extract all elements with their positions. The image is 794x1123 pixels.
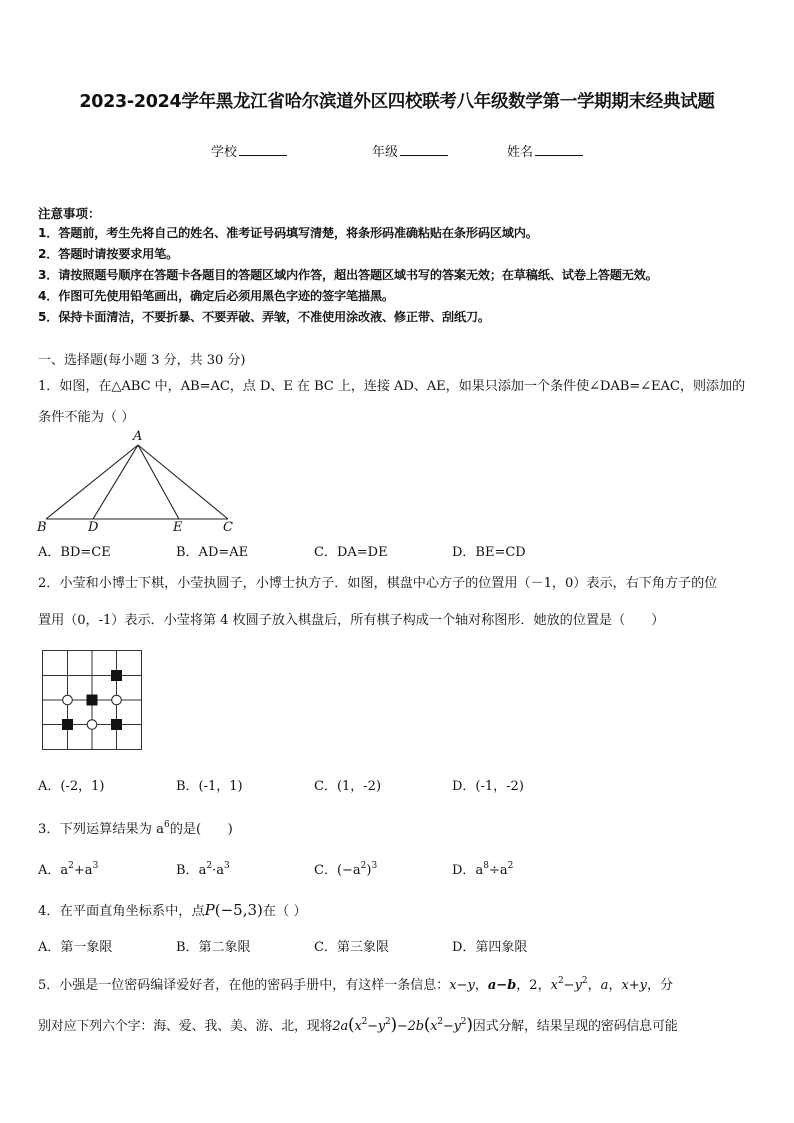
q5-term: −y	[563, 978, 582, 993]
note-item: 2．答题时请按要求用笔。	[38, 247, 179, 261]
q4-option-c[interactable]: C．第三象限	[314, 940, 389, 955]
square-piece	[62, 719, 73, 730]
note-item: 5．保持卡面清洁，不要折暴、不要弄破、弄皱，不准使用涂改液、修正带、刮纸刀。	[38, 310, 490, 324]
q5-separator: ，	[474, 978, 488, 993]
math-term: a	[499, 863, 508, 878]
q4-stem-text: 4．在平面直角坐标系中，点	[38, 904, 205, 919]
square-piece	[111, 719, 122, 730]
q5-text: ，分	[647, 978, 674, 993]
q3-stem	[38, 818, 233, 837]
q3-option-c[interactable]	[314, 859, 377, 878]
option-label: C．	[314, 863, 337, 878]
q3-option-b[interactable]	[176, 859, 230, 878]
math-term: a	[84, 863, 93, 878]
name-field[interactable]	[507, 141, 583, 160]
q1-option-d[interactable]: D．BE=CD	[452, 545, 526, 560]
q5-term: 2	[529, 978, 538, 993]
q5-expr: x	[430, 1019, 438, 1034]
label-b: B	[37, 520, 47, 535]
math-exponent: 3	[371, 861, 378, 871]
q4-option-d[interactable]: D．第四象限	[452, 940, 528, 955]
notes-heading: 注意事项：	[38, 206, 101, 221]
q3-option-a[interactable]	[38, 859, 98, 878]
q4-coords: (−5,3)	[214, 901, 263, 919]
math-exponent: 2	[557, 976, 564, 986]
name-label: 姓名	[507, 145, 534, 160]
q5-expr: −2b	[396, 1019, 424, 1034]
grade-field[interactable]	[372, 141, 448, 160]
q3-stem-exponent: 6	[163, 820, 170, 830]
q5-separator: ，	[587, 978, 601, 993]
q5-stem-line2	[38, 1015, 678, 1035]
round-piece	[112, 695, 122, 705]
math-exponent: 8	[483, 861, 489, 871]
q5-expr: x	[354, 1019, 362, 1034]
q2-option-c[interactable]: C．(1，-2)	[314, 779, 382, 794]
q4-stem	[38, 900, 307, 919]
segment-ae	[138, 445, 179, 519]
segment-ad	[93, 445, 138, 519]
round-piece	[87, 720, 97, 730]
q1-stem-line1: 1．如图，在△ABC 中，AB=AC，点 D、E 在 BC 上，连接 AD、AE，如果只添加一个条件使∠DAB=∠EAC，则添加的	[38, 379, 746, 394]
grade-blank[interactable]	[400, 143, 448, 156]
q2-stem-line2: 置用（0，-1）表示．小莹将第 4 枚圆子放入棋盘后，所有棋子构成一个轴对称图形．她放的位置是（ ）	[38, 613, 665, 628]
math-exponent: 2	[360, 861, 367, 871]
q5-paren: (	[348, 1015, 355, 1035]
q2-option-b[interactable]: B．(-1，1)	[176, 779, 243, 794]
square-piece-center	[87, 695, 98, 706]
math-exponent: 2	[581, 976, 588, 986]
math-exponent: 2	[460, 1017, 467, 1027]
math-exponent: 3	[223, 861, 230, 871]
option-label: A．	[38, 863, 61, 878]
section-heading: 一、选择题(每小题 3 分，共 30 分)	[38, 353, 246, 368]
math-exponent: 2	[507, 861, 514, 871]
math-exponent: 3	[92, 861, 99, 871]
square-piece	[111, 670, 122, 681]
q5-term: x−y	[449, 978, 475, 993]
math-term: a	[60, 863, 69, 878]
segment-ab	[46, 445, 138, 519]
name-blank[interactable]	[535, 143, 583, 156]
page-title: 2023-2024学年黑龙江省哈尔滨道外区四校联考八年级数学第一学期期末经典试题	[79, 92, 715, 112]
q5-term: a	[600, 978, 609, 993]
math-term: a	[198, 863, 207, 878]
school-label: 学校	[211, 145, 238, 160]
q3-stem-tail: 的是( )	[169, 822, 233, 837]
q5-expr: −y	[367, 1019, 385, 1034]
math-exponent: 2	[361, 1017, 368, 1027]
note-item: 1．答题前，考生先将自己的姓名、准考证号码填写清楚，将条形码准确粘贴在条形码区域内。	[38, 226, 538, 240]
q5-term: x	[550, 978, 558, 993]
school-field[interactable]	[211, 141, 287, 160]
q3-option-d[interactable]	[452, 859, 513, 878]
note-item: 4．作图可先使用铅笔画出，确定后必须用黑色字迹的签字笔描黑。	[38, 289, 394, 303]
q5-text: 5．小强是一位密码编译爱好者，在他的密码手册中，有这样一条信息：	[38, 978, 450, 993]
q2-option-a[interactable]: A．(-2，1)	[38, 779, 105, 794]
q2-option-d[interactable]: D．(-1，-2)	[452, 779, 524, 794]
q3-stem-text: 3．下列运算结果为 a	[38, 822, 164, 837]
q5-separator: ，	[608, 978, 622, 993]
math-term: a	[475, 863, 484, 878]
grade-label: 年级	[372, 145, 399, 160]
q5-paren: )	[390, 1015, 397, 1035]
math-paren: )	[366, 863, 372, 878]
q5-separator: ，	[516, 978, 530, 993]
math-exponent: 2	[206, 861, 213, 871]
math-exponent: 2	[384, 1017, 391, 1027]
q4-point: P	[204, 901, 215, 919]
q5-text: 因式分解，结果呈现的密码信息可能	[472, 1019, 678, 1034]
q5-paren: (	[423, 1015, 431, 1035]
q5-term: x+y	[621, 978, 648, 993]
q4-option-b[interactable]: B．第二象限	[176, 940, 251, 955]
q5-text: 别对应下列六个字：海、爱、我、美、游、北，现将	[38, 1019, 333, 1034]
label-c: C	[223, 520, 233, 535]
option-label: B．	[176, 863, 199, 878]
q5-term: a−b	[487, 978, 517, 993]
q4-stem-tail: 在（ ）	[262, 904, 307, 919]
q1-stem-line2: 条件不能为（ ）	[38, 410, 135, 425]
q5-separator: ，	[537, 978, 551, 993]
math-term: a	[216, 863, 224, 878]
math-exponent: 2	[437, 1017, 443, 1027]
q1-option-b[interactable]: B．AD=AE	[176, 545, 249, 560]
round-piece	[63, 695, 73, 705]
segment-ac	[138, 445, 228, 519]
label-d: D	[88, 520, 99, 535]
q2-stem-line1: 2．小莹和小博士下棋，小莹执圆子，小博士执方子．如图，棋盘中心方子的位置用（－1，0）表示，右下角方子的位	[38, 576, 718, 591]
math-term: (−a	[336, 863, 361, 878]
q5-expr: 2a	[332, 1019, 349, 1034]
math-exponent: 2	[68, 861, 74, 871]
math-operator: ·	[212, 863, 217, 878]
label-e: E	[173, 520, 183, 535]
school-blank[interactable]	[239, 143, 287, 156]
q1-option-c[interactable]: C．DA=DE	[314, 545, 388, 560]
q5-stem-line1	[38, 974, 673, 993]
q1-option-a[interactable]: A．BD=CE	[38, 545, 111, 560]
q5-expr: −y	[442, 1019, 461, 1034]
option-label: D．	[452, 863, 476, 878]
q4-option-a[interactable]: A．第一象限	[38, 940, 113, 955]
chessboard-figure	[41, 649, 143, 751]
label-a: A	[133, 429, 143, 444]
math-operator: +	[73, 863, 85, 878]
q5-paren: )	[466, 1015, 473, 1035]
triangle-figure	[30, 428, 245, 536]
math-operator: ÷	[488, 863, 500, 878]
note-item: 3．请按照题号顺序在答题卡各题目的答题区域内作答，超出答题区域书写的答案无效；在草稿纸、试卷上答题无效。	[38, 268, 658, 282]
